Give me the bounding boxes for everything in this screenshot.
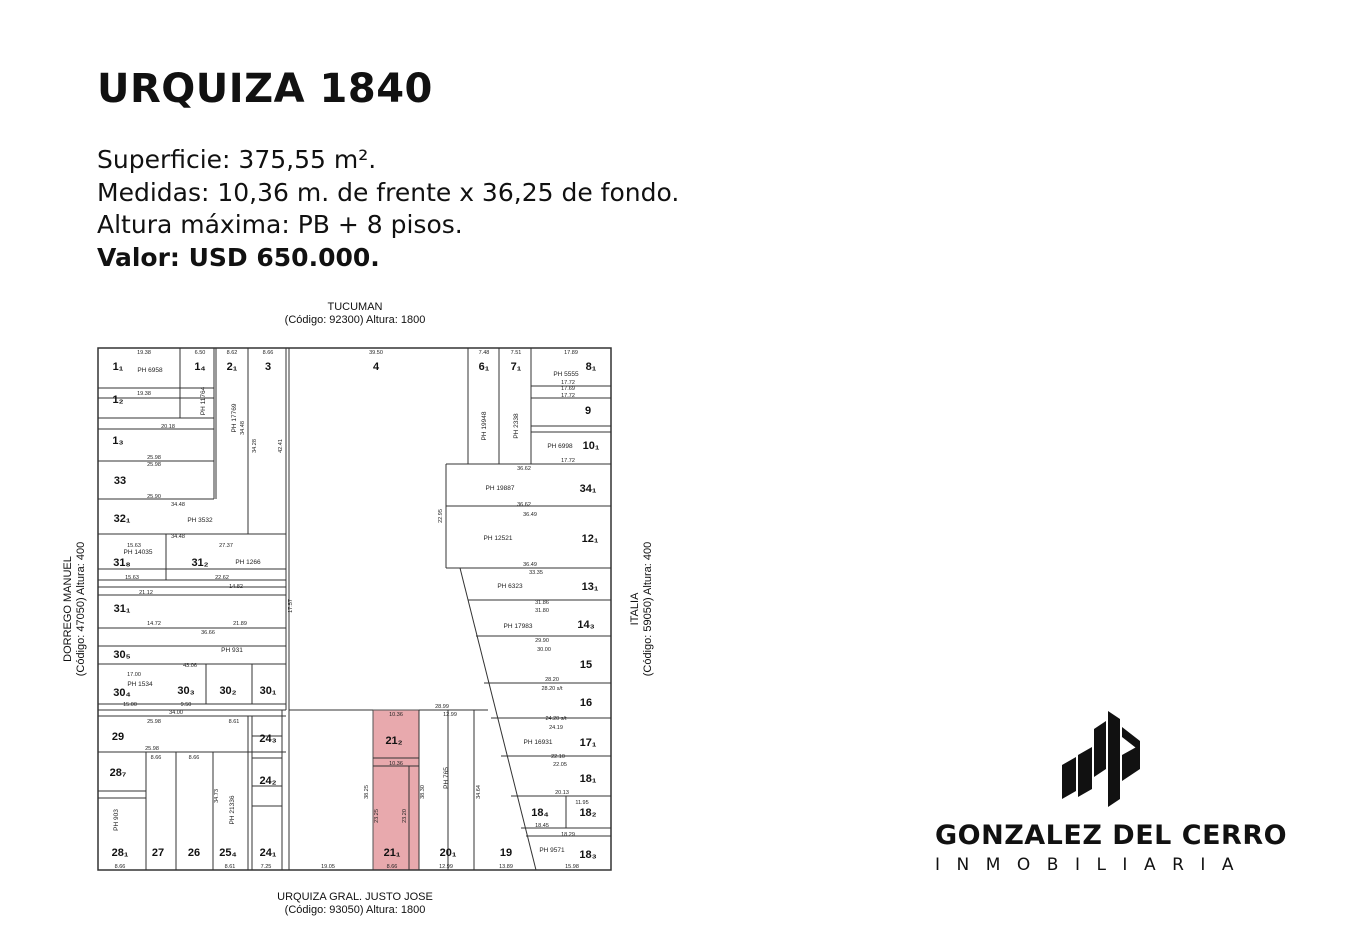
lot-label: 21₂ [385,735,403,747]
lot-label: 1₁ [112,361,124,373]
brand [935,820,1288,875]
dim-label: 17.57 [288,599,294,613]
dim-label: 8.66 [262,350,274,356]
ph-label: PH 6958 [137,367,163,374]
dim-label: 24.19 [549,725,563,731]
dim-label: 15.63 [125,575,139,581]
altura-text: Altura máxima: PB + 8 pisos. [97,210,463,239]
dim-label: 22.95 [438,509,444,523]
street-bottom [255,891,455,917]
dim-label: 17.72 [561,380,575,386]
ph-label: PH 2338 [513,413,520,439]
ph-label: PH 17983 [503,623,533,630]
street-top [255,301,455,327]
dim-label: 22.10 [551,754,565,760]
dim-label: 34.64 [476,785,482,799]
dim-label: 34.48 [240,421,246,435]
dim-label: 8.66 [386,864,398,870]
dim-label: 25.98 [147,719,161,725]
lot-label: 19 [499,847,513,859]
lot-label: 14₃ [577,619,595,631]
ph-label: PH 19887 [485,485,515,492]
dim-label: 43.06 [183,663,197,669]
dim-label: 31.80 [535,608,549,614]
dim-label: 15.00 [123,702,137,708]
dim-label: 23.25 [374,809,380,823]
dim-label: 33.35 [529,570,543,576]
ph-label: PH 9571 [539,847,565,854]
dim-label: 8.62 [226,350,238,356]
dim-label: 28.99 [435,704,449,710]
lot-label: 31₂ [191,557,209,569]
lot-label: 1₄ [194,361,206,373]
dim-label: 36.49 [523,512,537,518]
dim-label: 20.18 [161,424,175,430]
dim-label: 17.89 [564,350,578,356]
lot-label: 7₁ [510,361,522,373]
lot-label: 10₁ [582,440,600,452]
street-left-name: DORREGO MANUEL [62,556,74,662]
ph-label: PH 903 [113,809,120,831]
dim-label: 8.66 [188,755,200,761]
property-info [97,144,679,274]
lot-label: 1₃ [112,435,124,447]
lot-label: 31₁ [113,603,131,615]
dim-label: 21.89 [233,621,247,627]
lot-label: 18₃ [579,849,597,861]
lot-label: 13₁ [581,581,599,593]
dim-label: 28.20 [545,677,559,683]
lot-label: 33 [113,475,127,487]
dim-label: 42.41 [278,439,284,453]
dim-label: 34.28 [252,439,258,453]
target-lot-highlight [373,710,419,870]
lot-label: 6₁ [478,361,490,373]
lot-label: 34₁ [579,483,597,495]
street-right [629,529,655,689]
ph-label: PH 11764 [200,386,207,416]
dim-label: 31.86 [535,600,549,606]
lot-label: 31₈ [113,557,131,569]
brand-name: GONZALEZ DEL CERRO [935,820,1288,851]
dim-label: 8.61 [228,719,240,725]
lot-label: 30₄ [113,687,131,699]
dim-label: 20.13 [555,790,569,796]
lot-label: 1₂ [112,394,124,406]
ph-label: PH 14035 [123,549,153,556]
dim-label: 8.61 [224,864,236,870]
dim-label: 38.25 [364,785,370,799]
lot-label: 28₇ [109,767,127,779]
lot-label: 25₄ [219,847,237,859]
dim-label: 7.51 [510,350,522,356]
ph-label: PH 17769 [231,403,238,433]
lot-label: 26 [187,847,201,859]
dim-label: 12.99 [439,864,453,870]
dim-label: 28.20 s/t [541,686,563,692]
dim-label: 19.38 [137,391,151,397]
lot-label: 18₄ [531,807,549,819]
dim-label: 6.50 [194,350,206,356]
ph-label: PH 1266 [235,559,261,566]
dim-label: 18.29 [561,832,575,838]
lot-label: 30₅ [113,649,131,661]
lot-label: 30₂ [219,685,237,697]
dim-label: 27.37 [219,543,233,549]
dim-label: 25.98 [145,746,159,752]
street-bottom-code: (Código: 93050) Altura: 1800 [284,904,426,916]
ph-label: PH 6323 [497,583,523,590]
ph-label: PH 12521 [483,535,513,542]
lot-label: 32₁ [113,513,131,525]
dim-label: 19.05 [321,864,335,870]
lot-label: 12₁ [581,533,599,545]
dim-label: 23.20 [402,809,408,823]
street-right-code: (Código: 59050) Altura: 400 [642,541,654,677]
dim-label: 34.73 [214,789,220,803]
dim-label: 12.99 [443,712,457,718]
dim-label: 7.48 [478,350,490,356]
parcel-plan [96,346,616,876]
dim-label: 36.62 [517,502,531,508]
dim-label: 14.72 [147,621,161,627]
dim-label: 34.48 [171,534,185,540]
street-right-name: ITALIA [629,592,641,626]
lot-label: 18₂ [579,807,597,819]
dim-label: 24.20 s/t [545,716,567,722]
lot-label: 8₁ [585,361,597,373]
lot-label: 30₃ [177,685,195,697]
ph-label: PH 19948 [481,411,488,441]
dim-label: 14.82 [229,584,243,590]
dim-label: 22.62 [215,575,229,581]
dim-label: 17.00 [127,672,141,678]
ph-label: PH 6998 [547,443,573,450]
dim-label: 38.30 [420,785,426,799]
lot-label: 24₃ [259,733,277,745]
page-title: URQUIZA 1840 [97,66,433,112]
lot-label: 29 [111,731,125,743]
ph-label: PH 21336 [229,795,236,825]
lot-label: 4 [372,361,380,373]
ph-label: PH 1534 [127,681,153,688]
dim-label: 13.89 [499,864,513,870]
dim-label: 36.66 [201,630,215,636]
street-top-code: (Código: 92300) Altura: 1800 [284,314,426,326]
street-left [62,529,88,689]
lot-label: 28₁ [111,847,129,859]
ph-label: PH 16931 [523,739,553,746]
dim-label: 10.36 [389,712,403,718]
lot-label: 24₂ [259,775,277,787]
ph-label: PH 3532 [187,517,213,524]
dim-label: 17.69 [561,386,575,392]
street-left-code: (Código: 47050) Altura: 400 [75,541,87,677]
dim-label: 25.98 [147,462,161,468]
dim-label: 21.12 [139,590,153,596]
dim-label: 36.49 [523,562,537,568]
ph-label: PH 931 [221,647,243,654]
dim-label: 10.36 [389,761,403,767]
street-top-name: TUCUMAN [327,301,383,313]
dim-label: 15.98 [565,864,579,870]
brand-logo-icon [1062,711,1142,811]
dim-label: 9.50 [180,702,192,708]
medidas-text: Medidas: 10,36 m. de frente x 36,25 de fondo. [97,177,680,207]
lot-label: 17₁ [579,737,597,749]
dim-label: 34.48 [171,502,185,508]
dim-label: 18.45 [535,823,549,829]
lot-label: 2₁ [226,361,238,373]
lot-label: 18₁ [579,773,597,785]
dim-label: 17.72 [561,393,575,399]
dim-label: 30.00 [537,647,551,653]
dim-label: 29.90 [535,638,549,644]
dim-label: 8.66 [150,755,162,761]
lot-label: 15 [579,659,593,671]
dim-label: 19.38 [137,350,151,356]
lot-label: 30₁ [259,685,277,697]
street-bottom-name: URQUIZA GRAL. JUSTO JOSE [277,891,433,903]
lot-label: 9 [584,405,592,417]
dim-label: 34.00 [169,710,183,716]
dim-label: 15.63 [127,543,141,549]
dim-label: 7.25 [260,864,272,870]
dim-label: 11.95 [575,800,589,806]
lot-label: 24₁ [259,847,277,859]
ph-label: PH 5555 [553,371,579,378]
dim-label: 22.05 [553,762,567,768]
ph-labels [113,367,579,854]
lot-numbers [110,361,600,861]
lot-label: 21₁ [383,847,401,859]
lot-label: 16 [579,697,593,709]
dim-label: 25.90 [147,494,161,500]
lot-label: 20₁ [439,847,457,859]
brand-subtitle: INMOBILIARIA [935,855,1251,875]
lot-label: 27 [151,847,165,859]
lot-label: 3 [264,361,272,373]
dim-label: 25.98 [147,455,161,461]
dim-label: 36.62 [517,466,531,472]
dim-label: 8.66 [114,864,126,870]
valor-text: Valor: USD 650.000. [97,242,380,272]
ph-label: PH 765 [443,767,450,789]
dim-label: 39.50 [369,350,383,356]
dim-label: 17.72 [561,458,575,464]
plan-lines [98,348,611,870]
superficie-text: Superficie: 375,55 m². [97,145,377,174]
